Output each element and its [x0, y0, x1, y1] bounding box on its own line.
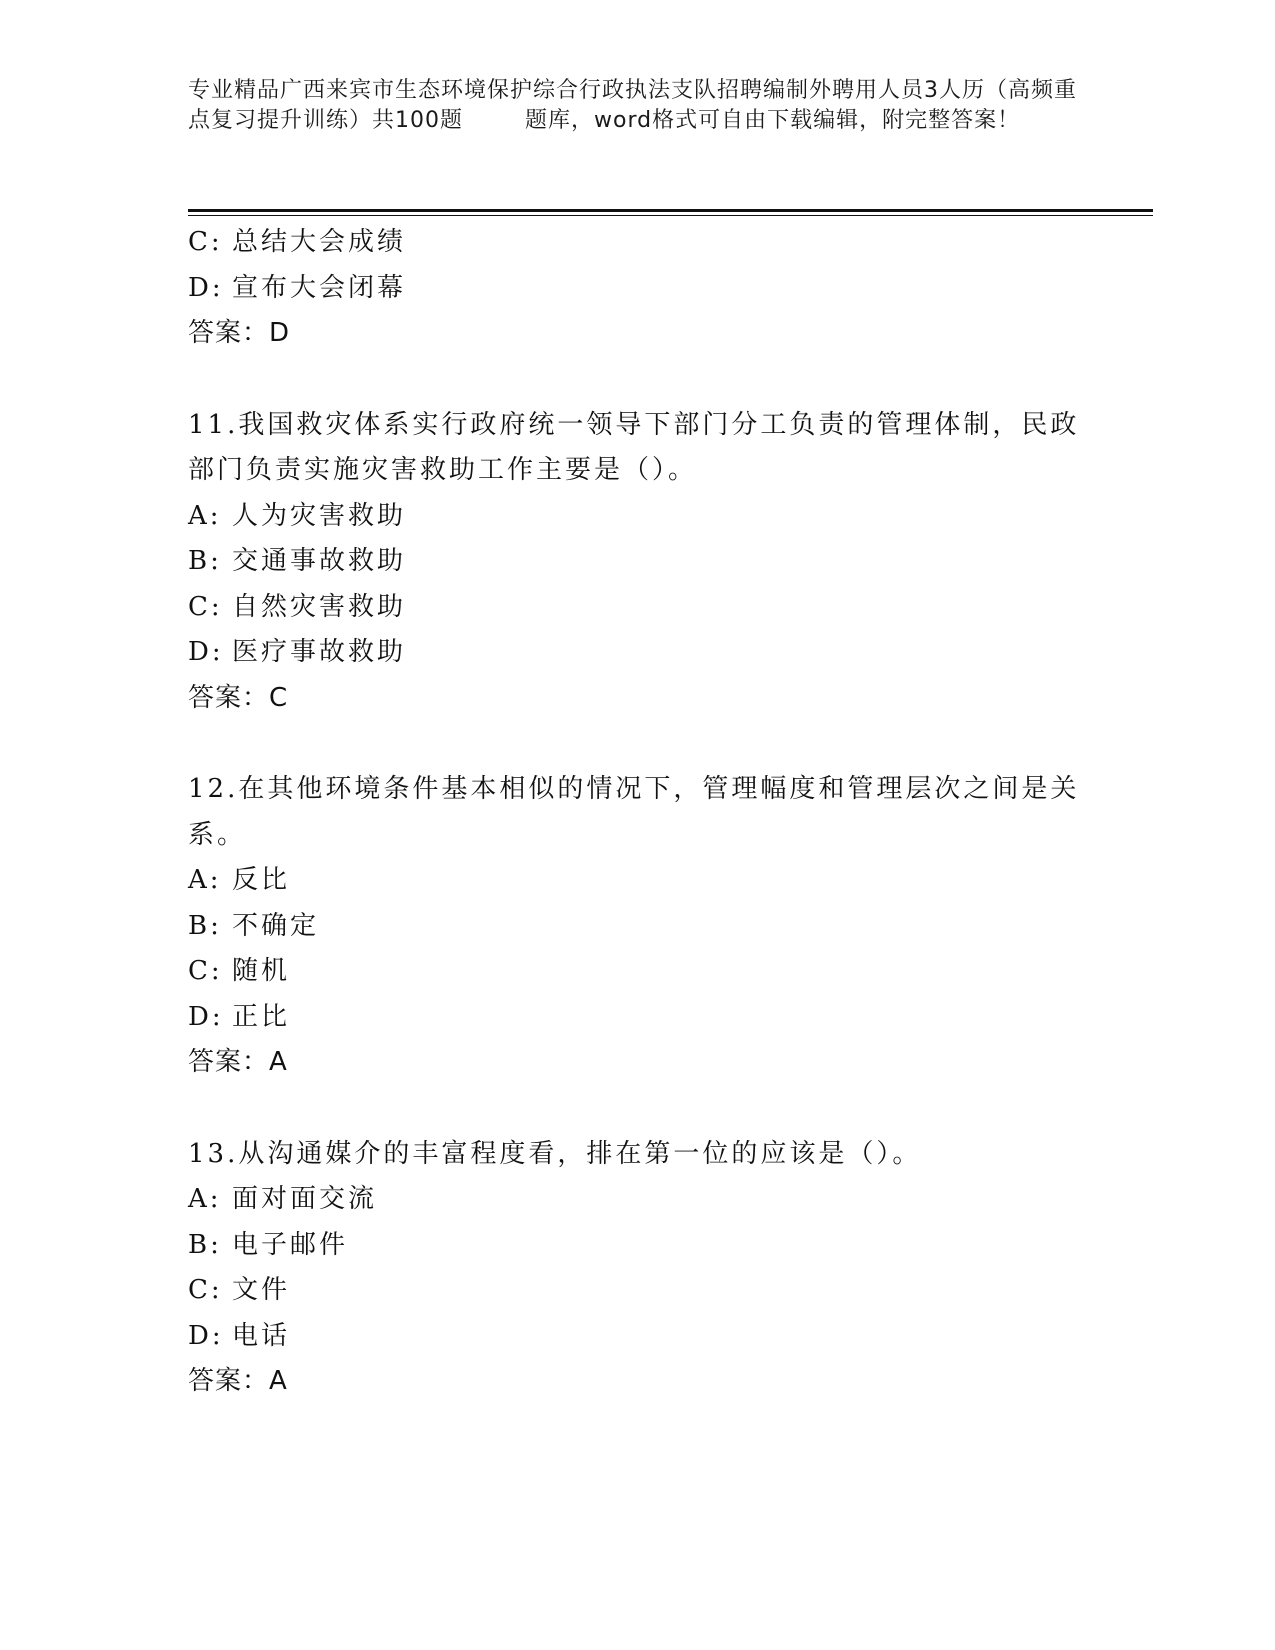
option-b — [188, 904, 1088, 950]
option-text: 文件 — [232, 1275, 291, 1305]
option-key: D: — [188, 1320, 224, 1351]
answer-label: 答案： — [188, 1047, 270, 1077]
question-stem: 12.在其他环境条件基本相似的情况下，管理幅度和管理层次之间是关系。 — [188, 774, 1080, 850]
option-key: A: — [188, 1184, 222, 1214]
title-part-1: 专业精品广西来宾市生态环境保护综合行政执法支队招聘编制外聘用人员3人历（高频重点复习提升训练）共100题 — [188, 78, 1077, 133]
option-key: D: — [188, 637, 224, 667]
question-11 — [188, 403, 1088, 722]
option-text: 自然灾害救助 — [232, 591, 407, 622]
title-part-2: 题库，word格式可自由下载编辑，附完整答案！ — [525, 108, 1021, 133]
option-text: 正比 — [232, 1001, 291, 1032]
answer-value: C — [269, 682, 289, 713]
option-b — [188, 1223, 1088, 1269]
question-stem: 13.从沟通媒介的丰富程度看，排在第一位的应该是（）。 — [188, 1138, 922, 1169]
option-key: B: — [188, 546, 222, 576]
answer-line — [188, 1359, 1088, 1405]
option-key: B: — [188, 1229, 222, 1260]
option-text: 人为灾害救助 — [232, 500, 407, 531]
answer-line — [188, 676, 1088, 722]
option-key: B: — [188, 910, 222, 941]
previous-question-tail — [188, 220, 1088, 357]
option-text: 电子邮件 — [232, 1229, 349, 1260]
option-c — [188, 1268, 1088, 1314]
option-key: C: — [188, 591, 223, 622]
option-key: D: — [188, 1001, 224, 1032]
option-d — [188, 266, 1088, 312]
answer-label: 答案： — [188, 682, 270, 713]
option-text: 不确定 — [232, 910, 320, 941]
option-text: 反比 — [232, 865, 291, 895]
question-13 — [188, 1132, 1088, 1405]
option-text: 随机 — [232, 956, 291, 986]
header-divider-thick — [188, 209, 1153, 212]
option-key: A: — [188, 500, 222, 531]
option-a — [188, 1177, 1088, 1223]
option-c — [188, 585, 1088, 631]
page-title — [188, 76, 1088, 136]
answer-value: D — [269, 318, 291, 348]
header-divider-thin — [188, 215, 1153, 216]
option-key: A: — [188, 865, 222, 895]
question-12 — [188, 767, 1088, 1086]
option-text: 交通事故救助 — [232, 546, 407, 576]
answer-value: A — [269, 1047, 288, 1077]
option-text: 面对面交流 — [232, 1184, 378, 1214]
option-text: 总结大会成绩 — [232, 227, 407, 257]
option-c — [188, 220, 1088, 266]
answer-label: 答案： — [188, 318, 270, 348]
answer-value: A — [269, 1366, 288, 1396]
option-text: 电话 — [232, 1320, 291, 1351]
option-d — [188, 995, 1088, 1041]
answer-label: 答案： — [188, 1366, 270, 1396]
option-a — [188, 494, 1088, 540]
answer-line — [188, 311, 1088, 357]
option-d — [188, 630, 1088, 676]
answer-line — [188, 1040, 1088, 1086]
option-b — [188, 539, 1088, 585]
question-list — [188, 220, 1088, 1405]
option-key: C: — [188, 956, 223, 986]
option-c — [188, 949, 1088, 995]
option-text: 宣布大会闭幕 — [232, 272, 407, 303]
option-text: 医疗事故救助 — [232, 637, 407, 667]
option-key: C: — [188, 227, 223, 257]
option-key: D: — [188, 272, 224, 303]
option-d — [188, 1314, 1088, 1360]
question-stem: 11.我国救灾体系实行政府统一领导下部门分工负责的管理体制，民政部门负责实施灾害救助工作主要是（）。 — [188, 409, 1080, 485]
option-a — [188, 858, 1088, 904]
option-key: C: — [188, 1275, 223, 1305]
